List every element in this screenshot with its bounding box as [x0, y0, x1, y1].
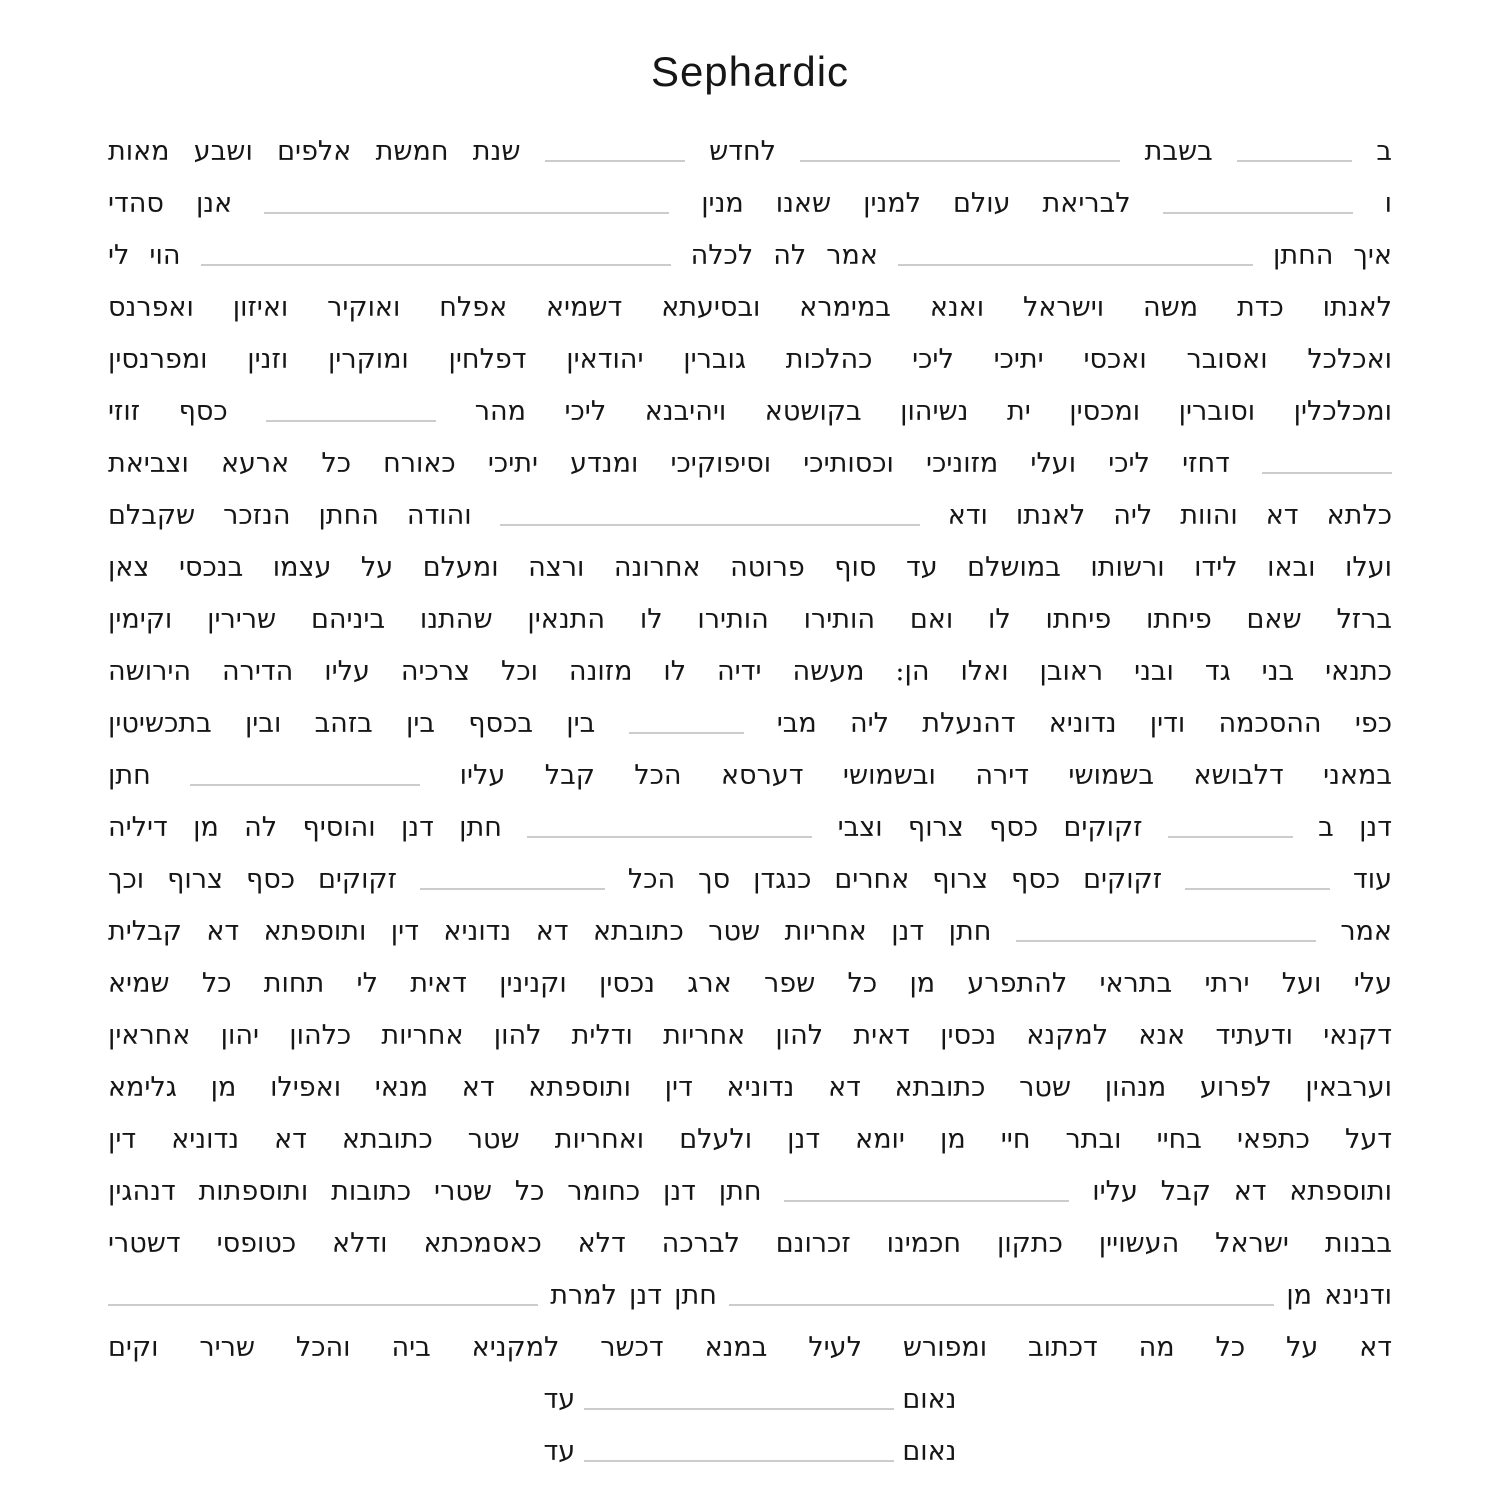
ketubah-line	[108, 282, 1392, 334]
hebrew-text: כלתא דא והוות ליה לאנתו ודא	[947, 500, 1392, 531]
ketubah-line	[108, 854, 1392, 906]
ketubah-line	[108, 542, 1392, 594]
fill-in-blank[interactable]	[1016, 938, 1316, 942]
hebrew-text: אמר	[1340, 916, 1392, 947]
fill-in-blank[interactable]	[420, 886, 605, 890]
fill-in-blank[interactable]	[545, 158, 685, 162]
ketubah-line	[108, 1426, 1392, 1478]
ketubah-line	[108, 594, 1392, 646]
fill-in-blank[interactable]	[898, 262, 1253, 266]
hebrew-text: ומכלכלין וסוברין ומכסין ית נשיהון בקושטא ויהיבנא ליכי מהר	[474, 396, 1392, 427]
ketubah-line	[108, 1062, 1392, 1114]
ketubah-line	[108, 230, 1392, 282]
fill-in-blank[interactable]	[629, 730, 744, 734]
hebrew-text: שנת חמשת אלפים ושבע מאות	[108, 136, 521, 167]
hebrew-text: עלי ועל ירתי בתראי להתפרע מן כל שפר ארג נכסין וקנינין דאית לי תחות כל שמיא	[108, 968, 1392, 999]
hebrew-text: ואכלכל ואסובר ואכסי יתיכי ליכי כהלכות גוברין יהודאין דפלחין ומוקרין וזנין ומפרנסין	[108, 344, 1392, 375]
fill-in-blank[interactable]	[266, 418, 436, 422]
fill-in-blank[interactable]	[527, 834, 812, 838]
hebrew-text: עוד	[1353, 864, 1392, 895]
hebrew-text: לאנתו כדת משה וישראל ואנא במימרא ובסיעתא דשמיא אפלח ואוקיר ואיזון ואפרנס	[108, 292, 1392, 323]
hebrew-text: וערבאין לפרוע מנהון שטר כתובתא דא נדוניא דין ותוספתא דא מנאי ואפילו מן גלימא	[108, 1072, 1392, 1103]
hebrew-text: חתן דנן והוסיף לה מן דיליה	[108, 812, 502, 843]
ketubah-line	[108, 386, 1392, 438]
ketubah-line	[108, 1114, 1392, 1166]
ketubah-line	[108, 1322, 1392, 1374]
fill-in-blank[interactable]	[1262, 470, 1392, 474]
ketubah-line	[108, 750, 1392, 802]
hebrew-text: לבריאת עולם למנין שאנו מנין	[701, 188, 1131, 219]
hebrew-text: כסף זוזי	[108, 396, 228, 427]
fill-in-blank[interactable]	[784, 1198, 1069, 1202]
fill-in-blank[interactable]	[108, 1302, 538, 1306]
hebrew-text: ברזל שאם פיחתו פיחתו לו ואם הותירו הותירו לו התנאין שהתנו ביניהם שרירין וקימין	[108, 604, 1392, 635]
hebrew-text: חתן דנן למרת	[550, 1280, 717, 1311]
ketubah-line	[108, 1166, 1392, 1218]
hebrew-text: כתנאי בני גד ובני ראובן ואלו הן: מעשה ידיה לו מזונה וכל צרכיה עליו הדירה הירושה	[108, 656, 1392, 687]
hebrew-text: הוי לי	[108, 240, 181, 271]
hebrew-text: דחזי ליכי ועלי מזוניכי וכסותיכי וסיפוקיכי ומנדע יתיכי כאורח כל ארעא וצביאת	[108, 448, 1230, 479]
hebrew-text: בין בכסף בין בזהב ובין בתכשיטין	[108, 708, 596, 739]
hebrew-text: ודנינא מן	[1286, 1280, 1392, 1311]
hebrew-text: דקנאי ודעתיד אנא למקנא נכסין דאית להון אחריות ודלית להון אחריות כלהון יהון אחראין	[108, 1020, 1392, 1051]
fill-in-blank[interactable]	[264, 210, 669, 214]
hebrew-text: והודה החתן הנזכר שקבלם	[108, 500, 472, 531]
hebrew-text: חתן דנן אחריות שטר כתובתא דא נדוניא דין ותוספתא דא קבלית	[108, 916, 992, 947]
hebrew-text: בשבת	[1144, 136, 1213, 167]
fill-in-blank[interactable]	[584, 1458, 894, 1462]
hebrew-text: ו	[1384, 188, 1392, 219]
hebrew-text: ותוספתא דא קבל עליו	[1092, 1176, 1392, 1207]
hebrew-text: זקוקים כסף צרוף אחרים כנגדן סך הכל	[627, 864, 1163, 895]
fill-in-blank[interactable]	[729, 1302, 1274, 1306]
hebrew-text: ועלו ובאו לידו ורשותו במושלם עד סוף פרוטה אחרונה ורצה ומעלם על עצמו בנכסי צאן	[108, 552, 1392, 583]
hebrew-text: איך החתן	[1272, 240, 1392, 271]
ketubah-text	[108, 126, 1392, 1478]
ketubah-line	[108, 906, 1392, 958]
hebrew-text: במאני דלבושא בשמושי דירה ובשמושי דערסא הכל קבל עליו	[459, 760, 1392, 791]
hebrew-text: ב	[1376, 136, 1392, 167]
fill-in-blank[interactable]	[1185, 886, 1330, 890]
ketubah-line	[108, 1270, 1392, 1322]
ketubah-line	[108, 802, 1392, 854]
fill-in-blank[interactable]	[800, 158, 1120, 162]
ketubah-line	[108, 1374, 1392, 1426]
fill-in-blank[interactable]	[201, 262, 671, 266]
hebrew-text: אמר לה לכלה	[690, 240, 878, 271]
hebrew-text: עד	[543, 1436, 576, 1467]
hebrew-text: לחדש	[709, 136, 776, 167]
ketubah-line	[108, 490, 1392, 542]
ketubah-line	[108, 646, 1392, 698]
hebrew-text: דעל כתפאי בחיי ובתר חיי מן יומא דנן ולעלם ואחריות שטר כתובתא דא נדוניא דין	[108, 1124, 1392, 1155]
fill-in-blank[interactable]	[584, 1406, 894, 1410]
hebrew-text: דא על כל מה דכתוב ומפורש לעיל במנא דכשר למקניא ביה והכל שריר וקים	[108, 1332, 1392, 1363]
ketubah-line	[108, 438, 1392, 490]
page-title: Sephardic	[650, 48, 850, 95]
ketubah-line	[108, 1218, 1392, 1270]
hebrew-text: דנן ב	[1318, 812, 1392, 843]
fill-in-blank[interactable]	[1163, 210, 1353, 214]
fill-in-blank[interactable]	[500, 522, 920, 526]
hebrew-text: עד	[543, 1384, 576, 1415]
hebrew-text: נאום	[902, 1436, 957, 1467]
fill-in-blank[interactable]	[190, 782, 420, 786]
hebrew-text: בבנות ישראל העשויין כתקון חכמינו זכרונם לברכה דלא כאסמכתא ודלא כטופסי דשטרי	[108, 1228, 1392, 1259]
ketubah-line	[108, 178, 1392, 230]
hebrew-text: זקוקים כסף צרוף וצבי	[837, 812, 1143, 843]
hebrew-text: חתן דנן כחומר כל שטרי כתובות ותוספתות דנהגין	[108, 1176, 762, 1207]
ketubah-line	[108, 126, 1392, 178]
hebrew-text: אנן סהדי	[108, 188, 233, 219]
ketubah-line	[108, 334, 1392, 386]
fill-in-blank[interactable]	[1168, 834, 1293, 838]
ketubah-line	[108, 1010, 1392, 1062]
hebrew-text: זקוקים כסף צרוף וכך	[108, 864, 397, 895]
hebrew-text: כפי ההסכמה ודין נדוניא דהנעלת ליה מבי	[776, 708, 1393, 739]
hebrew-text: חתן	[108, 760, 151, 791]
ketubah-line	[108, 698, 1392, 750]
fill-in-blank[interactable]	[1237, 158, 1352, 162]
ketubah-line	[108, 958, 1392, 1010]
hebrew-text: נאום	[902, 1384, 957, 1415]
